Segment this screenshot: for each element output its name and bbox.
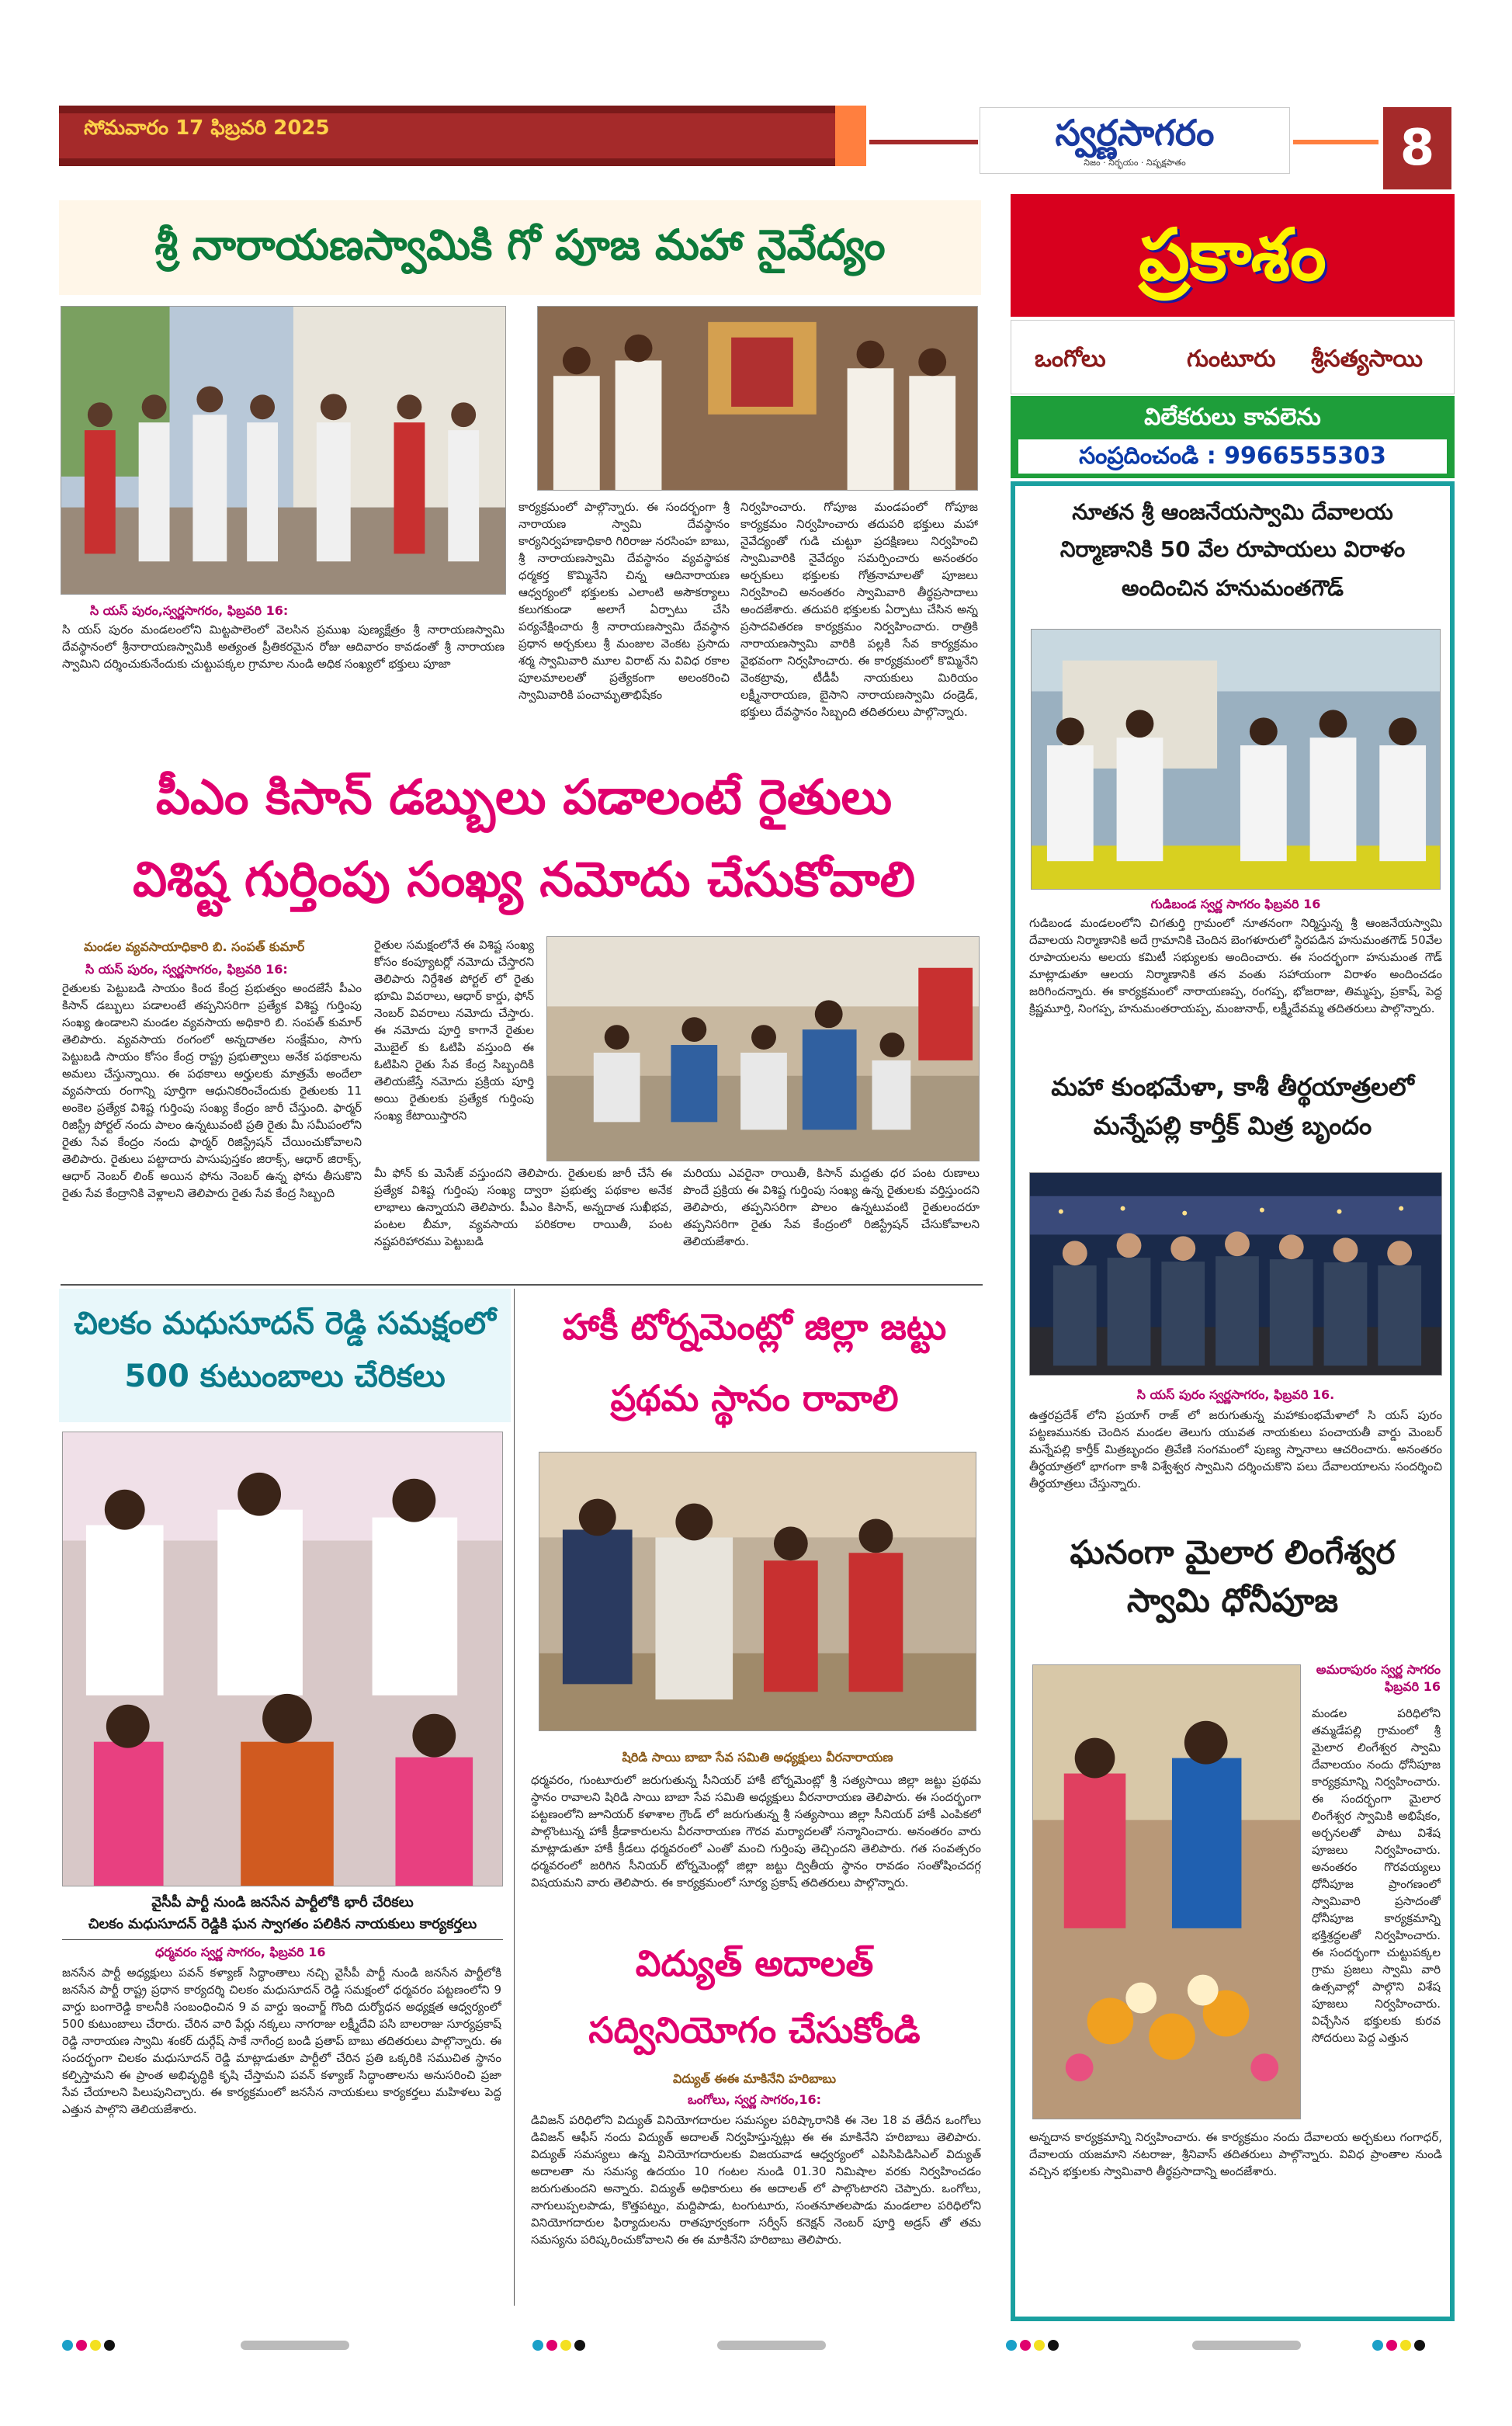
story8-headline-line2: స్వామి ధోనీపూజ [1126,1581,1339,1619]
story1-col3: నిర్వహించారు. గోపూజ మండపంలో గోపూజ కార్యక్రమం నిర్వహించారు తదుపరి భక్తులు మహా నైవేద్యంతో గుడి చుట్టూ ప్రదక్షిణలు నిర్వహించి స్వామివారికి నైవేద్యం సమర్పించారు అనంతరం అర్చకులు భక్తులకు గోత్రనామాలతో పూజలు నిర్వహించి అనంతరం స్వామివారి తీర్థప్రసాదాలు అందజేశారు. తదుపరి భక్తులకు ఏర్పాటు చేసిన అన్న ప్రసాదవితరణ కార్యక్రమం నిర్వహించారు. రాత్రికి నారాయణస్వామి వారికి పల్లకి సేవ కార్యక్రమం వైభవంగా నిర్వహించారు. ఈ కార్యక్రమంలో కొమ్మినేని వెంకట్రావు, టీడీపీ నాయకులు మిరియం లక్ష్మీనారాయణ, బైసాని నారాయణస్వామి దండ్రెడ్, భక్తులు దేవస్థానం సిబ్బంది తదితరులు పాల్గొన్నారు. [740,500,978,719]
story1-dateline: సి యస్ పురం,స్వర్ణసాగరం, ఫిబ్రవరి 16: [90,603,289,618]
story2-byline: మండల వ్యవసాయాధికారి బి. సంపత్ కుమార్ [84,939,305,954]
story1-photo-temple-group [61,306,506,595]
masthead-tagline: నిజం · నిర్భయం · నిష్పక్షపాతం [1084,158,1186,168]
story7-headline-line1: మహా కుంభమేళా, కాశీ తీర్థయాత్రలలో [1051,1072,1414,1102]
story3-caption-line1: వైసీపీ పార్టీ నుండి జనసేన పార్టీలోకి భారీ చేరికలు [151,1894,414,1911]
ad-city: గుంటూరు [1187,345,1276,373]
story3-headline-box [59,1289,511,1422]
ad-contact: సంప్రదించండి : 9966555303 [1018,439,1447,474]
story8-col: మండల పరిధిలోని తమ్మడేపల్లి గ్రామంలో శ్రీ మైలార లింగేశ్వర స్వామి దేవాలయం నందు ధోనీపూజ కార్యక్రమాన్ని నిర్వహించారు. ఈ సందర్భంగా మైలార లింగేశ్వర స్వామికి అభిషేకం, అర్చనలతో పాటు విశేష పూజలు నిర్వహించారు. అనంతరం గొరవయ్యలు ధోనీపూజ ప్రాంగణంలో స్వామివారి ప్రసాదంతో ధోనీపూజ కార్యక్రమాన్ని భక్తిశ్రద్ధలతో నిర్వహించారు. ఈ సందర్భంగా చుట్టుపక్కల గ్రామ ప్రజలు స్వామి వారి ఉత్సవాల్లో పాల్గొని విశేష పూజలు నిర్వహించారు. విచ్చేసిన భక్తులకు కురవ సోదరులు పెద్ద ఎత్తున [1312,1706,1441,2045]
story2-col3: మరియు ఎవరైనా రాయితీ, కిసాన్ మద్దతు ధర పంట రుణాలు పొందే ప్రక్రియ ఈ విశిష్ట గుర్తింపు సంఖ్య ఉన్న రైతులకు వర్తిస్తుందని తెలిపారు, తప్పనిసరిగా పొలం ఉన్నటువంటి రైతులందరూ తప్పనిసరిగా రైతు సేవ కేంద్రంలో రిజిస్ట్రేషన్ చేసుకోవాలని తెలియజేశారు. [683,1166,980,1248]
story6-headline-line1: నూతన శ్రీ ఆంజనేయస్వామి దేవాలయ [1072,499,1393,525]
date-bar [59,106,866,166]
story8-dateline: అమరాపురం స్వర్ణ సాగరం ఫిబ్రవరి 16 [1316,1662,1441,1694]
story1-col1: సి యస్ పురం మండలంలోని మిట్టపాలెంలో వెలసిన ప్రముఖ పుణ్యక్షేత్రం శ్రీ నారాయణస్వామి దేవస్థానంలో శ్రీనారాయణస్వామికి అత్యంత ప్రీతికరమైన రోజు ఆదివారం కావడంతో శ్రీ నారాయణ స్వామిని దర్శించుకునేందుకు చుట్టుపక్కల గ్రామాల నుండి అధిక సంఖ్యలో భక్తులు పూజా [62,623,505,671]
issue-date: సోమవారం 17 ఫిబ్రవరి 2025 [84,116,330,140]
story2-headline-line1: పీఎం కిసాన్ డబ్బులు పడాలంటే రైతులు [155,769,893,825]
masthead-name: స్వర్ణసాగరం [1055,112,1215,154]
story3-body: జనసేన పార్టీ అధ్యక్షులు పవన్ కళ్యాణ్ సిద్ధాంతాలు నచ్చి వైసీపీ పార్టీ నుండి జనసేన పార్టీలోకి జనసేన పార్టీ రాష్ట్ర ప్రధాన కార్యదర్శి చిలకం మధుసూదన్ రెడ్డి సమక్షంలో ధర్మవరం పట్టణంలోని 9 వార్డు బంగారెడ్డి కాలనీకి సంబంధించిన 9 వ వార్డు ఇంచార్జ్ గొంది దుర్యోధన అధ్యక్షత ఆధ్వర్యంలో 500 కుటుంబాలు చేరారు. చేరిన వారి పేర్లు నక్కలు నాగరాజు లక్ష్మీదేవి పసి బాలరాజు సూర్యప్రకాష్ రెడ్డి నారాయణ స్వామి శంకర్ దుర్గేష్ సాకే నాగేంద్ర బండి ప్రతాప్ బాబు తదితరులు పాల్గొన్నారు. ఈ సందర్భంగా చిలకం మధుసూదన్ రెడ్డి మాట్లాడుతూ పార్టీలో చేరిన ప్రతి ఒక్కరికి సముచిత స్థానం కల్పిస్తామని ఈ ప్రాంత అభివృద్ధికి కృషి చేస్తామని పవన్ కళ్యాణ్ సిద్ధాంతాలను అనుసరించి ప్రజా సేవ చేయాలని పిలుపునిచ్చారు. ఈ కార్యక్రమంలో జనసేన నాయకులు కార్యకర్తలు మహిళలు పెద్ద ఎత్తున పాల్గొని తెలియజేశారు. [62,1966,501,2116]
story2-photo-farmers [546,936,980,1161]
story8-photo-puja [1032,1664,1301,2119]
story5-byline: విద్యుత్ ఈఈ మాకినేని హరిబాబు [672,2071,837,2086]
ad-title-box [1011,194,1455,317]
story7-dateline: సి యస్ పురం స్వర్ణసాగరం, ఫిబ్రవరి 16. [1136,1387,1335,1402]
story4-caption: షిరిడి సాయి బాబా సేవ సమితి అధ్యక్షులు వీరనారాయణ [622,1750,893,1765]
column-divider [514,1289,515,2306]
story4-photo-hockey [539,1452,976,1731]
story2-col1: రైతులకు పెట్టుబడి సాయం కింద కేంద్ర ప్రభుత్వం అందజేసే పీఎం కిసాన్ డబ్బులు పడాలంటే తప్పనిసరిగా ప్రత్యేక విశిష్ట గుర్తింపు సంఖ్య ఉండాలని మండల వ్యవసాయ అధికారి బి. సంపత్ కుమార్ తెలిపారు. వ్యవసాయ రంగంలో అన్నదాతల సంక్షేమం, సాగు పెట్టుబడి సాయం కోసం కేంద్ర రాష్ట్ర ప్రభుత్వాలు అనేక పథకాలను అమలు చేస్తున్నాయి. ఈ పథకాలు అర్హులకు మాత్రమే అందేలా వ్యవసాయ రంగాన్ని పూర్తిగా ఆధునికరించేందుకు రైతులకు 11 అంకెల ప్రత్యేక విశిష్ట గుర్తింపు సంఖ్య కేంద్రం జారీ చేస్తుంది. ఫార్మర్ రిజిస్ట్రీ పోర్టల్ నందు పాలం ఉన్నటువంటి ప్రతి రైతు మీ సమీపంలోని రైతు సేవ కేంద్రం నందు ఫార్మర్ రిజిస్ట్రేషన్ చేయించుకోవాలని తెలిపారు. రైతులు పట్టాదారు పాసుపుస్తకం జిరాక్స్, ఆధార్ జిరాక్స్, ఆధార్ నెంబర్ లింక్ అయిన ఫోను నెంబర్ ఉన్న ఫోను తీసుకొని రైతు సేవ కేంద్రానికి వెళ్లాలని తెలిపారు రైతు సేవ కేంద్ర సిబ్బంది [62,981,362,1200]
story3-photo-joining [62,1432,503,1886]
story6-body: గుడిబండ మండలంలోని చిగతుర్తి గ్రామంలో నూతనంగా నిర్మిస్తున్న శ్రీ ఆంజనేయస్వామి దేవాలయ నిర్మాణానికి అదే గ్రామానికి చెందిన బెంగళూరులో స్థిరపడిన హనుమంతగౌడ్ 50వేల రూపాయలను అలయ కమిటీ సభ్యులకు అందించారు. ఈ సందర్భంగా హనుమంత గౌడ్ మాట్లాడుతూ ఆలయ నిర్మాణానికి తన వంతు సహాయంగా విరాళం అందించడం జరిగిందన్నారు. ఈ కార్యక్రమంలో నారాయణప్ప, రంగప్ప, భోజరాజు, తిమ్మప్ప, ప్రకాష్, పెద్ద క్రిష్ణమూర్తి, నింగప్ప, హనుమంతరాయప్ప, మంజునాథ్, లక్ష్మీదేవమ్మ తదితరులు పాల్గొన్నారు. [1029,916,1442,1015]
story4-headline-line1: హాకీ టోర్నమెంట్లో జిల్లా జట్టు [562,1306,947,1348]
story3-caption-line2: చిలకం మధుసూదన్ రెడ్డికి ఘన స్వాగతం పలికిన నాయకులు కార్యకర్తలు [88,1916,477,1932]
ad-city: శ్రీసత్యసాయి [1311,345,1423,373]
story3-caption-rule [62,1939,503,1940]
ad-recruitment [1011,396,1455,478]
ad-city: ఒంగోలు [1035,345,1106,373]
story1-col2: కార్యక్రమంలో పాల్గొన్నారు. ఈ సందర్భంగా శ్రీ నారాయణ స్వామి దేవస్థానం కార్యనిర్వహణాధికారి గిరిరాజు నరసింహ బాబు, శ్రీ నారాయణస్వామి దేవస్థానం వ్యవస్థాపక ధర్మకర్త కొమ్మినేని చిన్న ఆదినారాయణ ఆధ్వర్యంలో భక్తులకు ఎలాంటి అసౌకర్యాలు కలుగకుండా అలాగే ఏర్పాటు చేసి పర్యవేక్షించారు శ్రీ నారాయణస్వామి దేవస్థాన ప్రధాన అర్చకులు శ్రీ మంజుల వెంకట ప్రసాదు శర్మ స్వామివారి మూల విరాట్ ను వివిధ రకాల పూలమాలలతో ప్రత్యేకంగా అలంకరించి స్వామివారికి పంచామృతాభిషేకం [518,500,730,702]
story2-headline-line2: విశిష్ట గుర్తింపు సంఖ్య నమోదు చేసుకోవాలి [132,851,916,908]
story6-headline-line2: నిర్మాణానికి 50 వేల రూపాయలు విరాళం [1059,536,1406,562]
story7-body: ఉత్తరప్రదేశ్ లోని ప్రయాగ్ రాజ్ లో జరుగుతున్న మహాకుంభమేళాలో సి యస్ పురం పట్టణమునకు చెందిన మండల తెలుగు యువత నాయకులు పంచాయతీ వార్డు మెంబర్ మన్నేపల్లి కార్తీక్ మిత్రబృందం త్రివేణి సంగమంలో పుణ్య స్నానాలు ఆచరించారు. అనంతరం తీర్థయాత్రలో భాగంగా కాశీ విశ్వేశ్వర స్వామిని దర్శించుకొని పలు దేవాలయాలను సందర్శించి తీర్థయాత్రలు చేస్తున్నారు. [1029,1408,1442,1491]
page-number: 8 [1383,107,1451,189]
story5-body: డివిజన్ పరిధిలోని విద్యుత్ వినియోగదారుల సమస్యల పరిష్కారానికి ఈ నెల 18 వ తేదీన ఒంగోలు డివిజన్ ఆఫీస్ నందు విద్యుత్ అదాలత్ నిర్వహిస్తున్నట్లు ఈ ఈ మాకినేని హరిబాబు తెలిపారు. విద్యుత్ సమస్యలు ఉన్న వినియోగదారులకు విజయవాడ ఆధ్వర్యంలో ఎపిసిపిడిసిఎల్ విద్యుత్ అదాలతా ను సమస్య ఉదయం 10 గంటల నుండి 01.30 నిమిషాల వరకు నిర్వహించడం జరుగుతుందని అన్నారు. విద్యుత్ అధికారులు ఈ అదాలత్ లో పాల్గొంటారని చెప్పారు. ఒంగోలు, నాగులుప్పలపాడు, కొత్తపట్నం, మద్దిపాడు, టంగుటూరు, సంతనూతలపాడు మండలాల పరిధిలోని వినియోగదారుల ఫిర్యాదులను రాతపూర్వకంగా సర్వీస్ కనెక్షన్ నెంబర్ పూర్తి అడ్రస్ తో తమ సమస్యను పరిష్కరించుకోవాలని ఈ ఈ మాకినేని హరిబాబు తెలిపారు. [531,2113,981,2247]
story3-headline-line2: 500 కుటుంబాలు చేరికలు [124,1359,446,1394]
story1-headline: శ్రీ నారాయణస్వామికి గో పూజ మహా నైవేద్యం [154,220,886,269]
story2-dateline: సి యస్ పురం, స్వర్ణసాగరం, ఫిబ్రవరి 16: [85,962,288,977]
ad-wanted: విలేకరులు కావలెను [1144,404,1321,431]
story7-headline-line2: మన్నేపల్లి కార్తీక్ మిత్ర బృందం [1093,1111,1372,1140]
story5-headline-line1: విద్యుత్ అదాలత్ [635,1942,874,1984]
story4-body: ధర్మవరం, గుంటూరులో జరుగుతున్న సీనియర్ హాకీ టోర్నమెంట్లో శ్రీ సత్యసాయి జిల్లా జట్టు ప్రథమ స్థానం రావాలని షిరిడి సాయి బాబా సేవ సమితి అధ్యక్షులు వీరనారాయణ తెలిపారు. ఈ సందర్భంగా పట్టణంలోని జూనియర్ కళాశాల గ్రౌండ్ లో జరుగుతున్న శ్రీ సత్యసాయి జిల్లా సీనియర్ హాకీ ఎంపికలో పాల్గొంటున్న హాకీ క్రీడాకారులను వీరనారాయణ గౌరవ మర్యాదలతో సన్మానించారు. అనంతరం వారు మాట్లాడుతూ హాకీ క్రీడలు ధర్మవరంలో ఎంతో మంచి గుర్తింపు తెచ్చిందని తెలిపారు. గత సంవత్సరం ధర్మవరంలో జరిగిన సీనియర్ టోర్నమెంట్లో జిల్లా జట్టు ద్వితీయ స్థానం రావడం సంతోషించదగ్గ విషయమని వారు తెలిపారు. ఈ కార్యక్రమంలో సూర్య ప్రకాష్ తదితరులు పాల్గొన్నారు. [531,1773,981,1890]
story5-headline-line2: సద్వినియోగం చేసుకోండి [588,2009,921,2051]
story4-headline-line2: ప్రథమ స్థానం రావాలి [610,1377,899,1419]
story1-photo-puja [537,306,978,491]
story1-headline-box [59,200,981,295]
masthead-rule-left [869,140,978,144]
ad-cities [1011,320,1455,394]
ad-title: ప్రకాశం [1139,213,1326,297]
story6-dateline: గుడిబండ స్వర్ణ సాగరం ఫిబ్రవరి 16 [1150,897,1321,911]
masthead-logo [980,107,1290,174]
story3-dateline: ధర్మవరం స్వర్ణ సాగరం, ఫిబ్రవరి 16 [155,1945,326,1959]
story3-headline-line1: చిలకం మధుసూదన్ రెడ్డి సమక్షంలో [74,1306,496,1341]
story2-col-full: మీ ఫోన్ కు మెసేజ్ వస్తుందని తెలిపారు. రైతులకు జారీ చేసే ఈ ప్రత్యేక విశిష్ట గుర్తింపు సంఖ్య ద్వారా ప్రభుత్వ పథకాల అనేక లాభాలు ఉన్నాయని తెలిపారు. పీఎం కిసాన్, అన్నదాత సుఖీభవ, పంటల బీమా, వ్యవసాయ పరికరాల రాయితీ, పంట నష్టపరిహారము పెట్టుబడి [374,1166,672,1248]
story8-body: అన్నదాన కార్యక్రమాన్ని నిర్వహించారు. ఈ కార్యక్రమం నందు దేవాలయ అర్చకులు గంగాధర్, దేవాలయ యజమాని నటరాజు, శ్రీనివాస్ తదితరులు పాల్గొన్నారు. వివిధ ప్రాంతాల నుండి వచ్చిన భక్తులకు స్వామివారి తీర్థప్రసాదాన్ని అందజేశారు. [1029,2130,1442,2178]
section-divider [61,1284,983,1286]
story2-col2: రైతుల సమక్షంలోనే ఈ విశిష్ట సంఖ్య కోసం కంప్యూటర్లో నమోదు చేస్తారని తెలిపారు నిర్దేశిత పోర్టల్ లో రైతు భూమి వివరాలు, ఆధార్ కార్డు, ఫోన్ నెంబర్ వివరాలు నమోదు చేస్తారు. ఈ నమోదు పూర్తి కాగానే రైతుల మొబైల్ కు ఓటిపి వస్తుంది ఈ ఓటిపిని రైతు సేవ కేంద్ర సిబ్బందికి తెలియజేస్తే నమోదు ప్రక్రియ పూర్తి అయి రైతులకు ప్రత్యేక గుర్తింపు సంఖ్య కేటాయిస్తారని [374,938,534,1123]
story7-photo-group [1029,1172,1442,1376]
story6-headline-line3: అందించిన హనుమంతగౌడ్ [1122,575,1344,601]
masthead-rule-right [1293,140,1378,144]
story6-photo-donation [1031,629,1441,890]
story5-dateline: ఒంగోలు, స్వర్ణ సాగరం,16: [687,2092,822,2107]
story8-headline-line1: ఘనంగా మైలార లింగేశ్వర [1070,1533,1396,1571]
